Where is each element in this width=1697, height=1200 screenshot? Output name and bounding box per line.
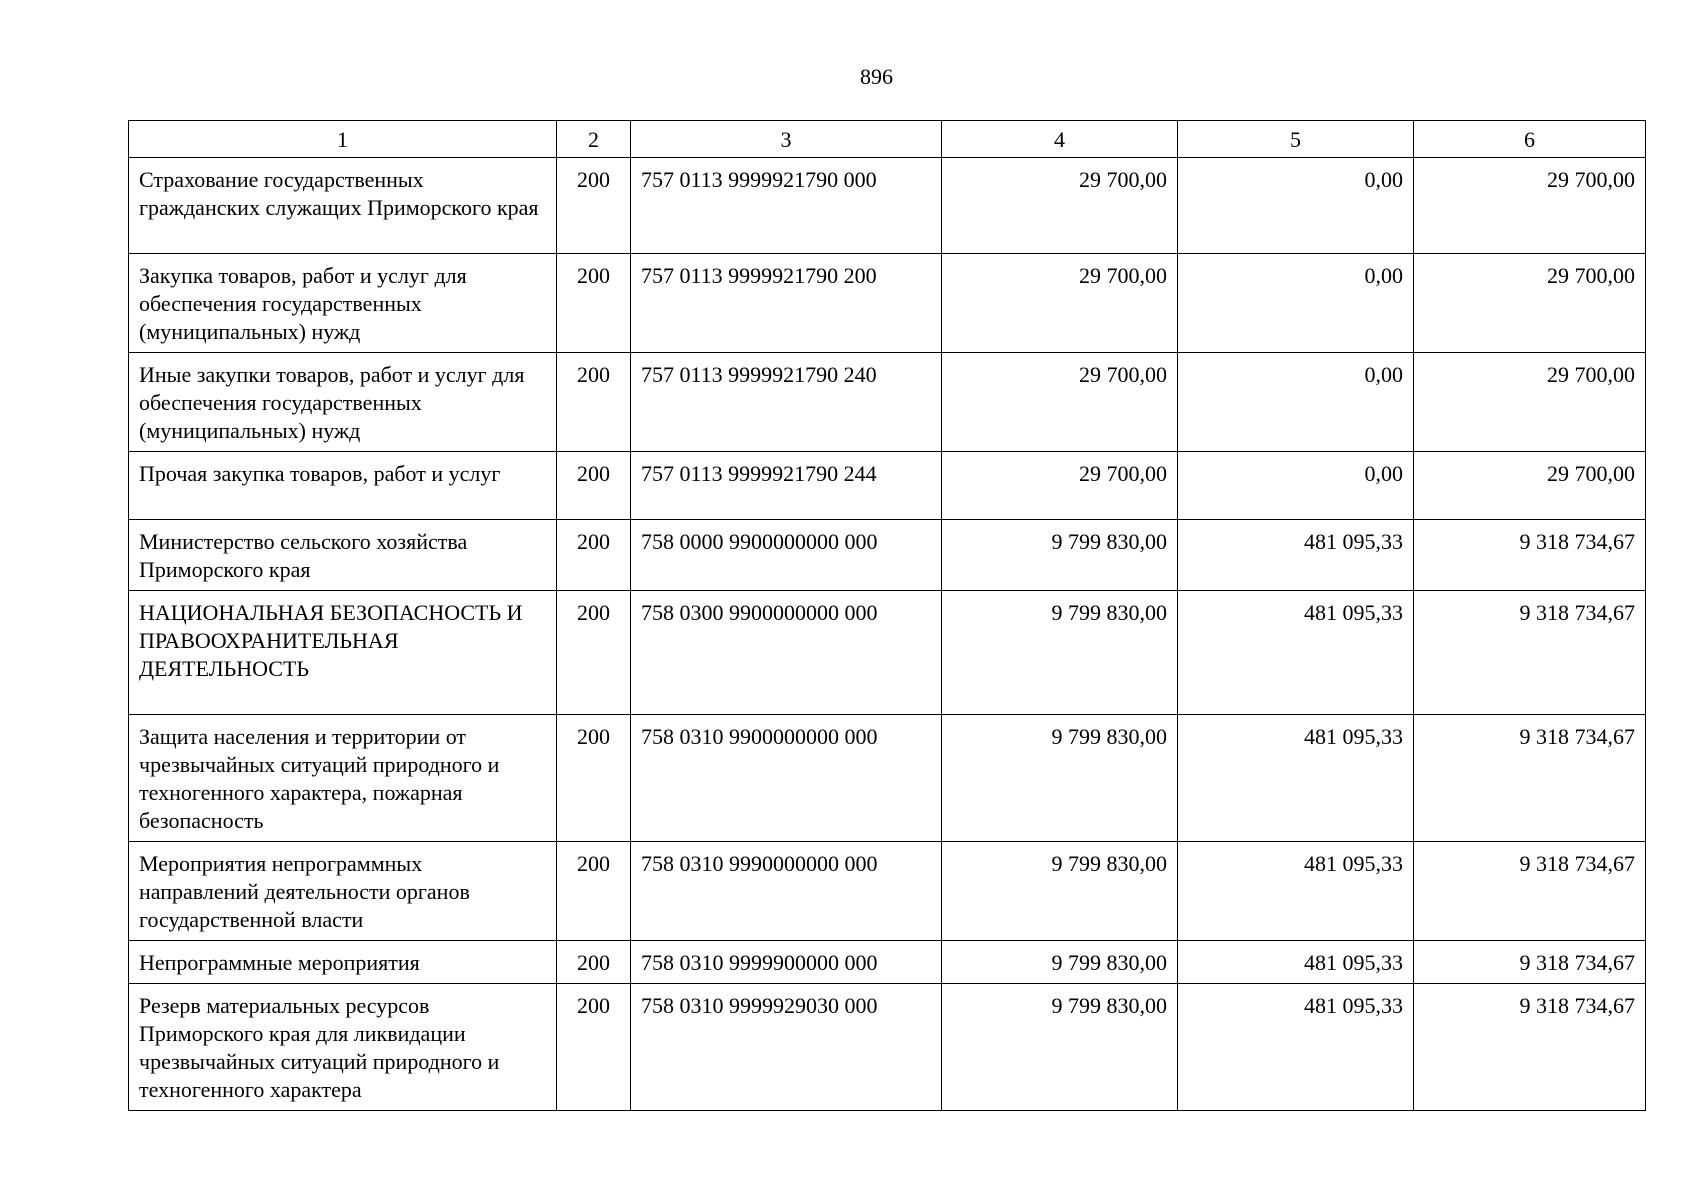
row-value-col4: 29 700,00 (942, 452, 1178, 520)
row-budget-code: 757 0113 9999921790 200 (631, 254, 942, 353)
row-admin-code: 200 (557, 452, 631, 520)
table-row (129, 452, 1646, 520)
table-row (129, 254, 1646, 353)
column-header: 5 (1178, 121, 1414, 158)
row-value-col5: 481 095,33 (1178, 842, 1414, 941)
row-value-col6: 29 700,00 (1414, 254, 1646, 353)
table-row (129, 984, 1646, 1111)
row-value-col4: 9 799 830,00 (942, 842, 1178, 941)
row-admin-code: 200 (557, 158, 631, 254)
column-header: 4 (942, 121, 1178, 158)
row-value-col6: 9 318 734,67 (1414, 941, 1646, 984)
budget-table (128, 120, 1646, 1111)
row-admin-code: 200 (557, 941, 631, 984)
row-budget-code: 758 0310 9900000000 000 (631, 715, 942, 842)
row-value-col4: 29 700,00 (942, 254, 1178, 353)
table-row (129, 941, 1646, 984)
row-value-col6: 9 318 734,67 (1414, 520, 1646, 591)
row-name: Защита населения и территории от чрезвычайных ситуаций природного и техногенного характера, пожарная безопасность (129, 715, 557, 842)
row-value-col6: 29 700,00 (1414, 158, 1646, 254)
row-value-col4: 9 799 830,00 (942, 715, 1178, 842)
row-value-col5: 481 095,33 (1178, 941, 1414, 984)
row-name: НАЦИОНАЛЬНАЯ БЕЗОПАСНОСТЬ И ПРАВООХРАНИТЕЛЬНАЯ ДЕЯТЕЛЬНОСТЬ (129, 591, 557, 715)
row-name: Прочая закупка товаров, работ и услуг (129, 452, 557, 520)
row-value-col5: 0,00 (1178, 353, 1414, 452)
row-value-col6: 9 318 734,67 (1414, 591, 1646, 715)
row-value-col6: 29 700,00 (1414, 353, 1646, 452)
table-header-row (129, 121, 1646, 158)
row-budget-code: 758 0300 9900000000 000 (631, 591, 942, 715)
row-admin-code: 200 (557, 591, 631, 715)
row-name: Страхование государственных гражданских служащих Приморского края (129, 158, 557, 254)
row-value-col5: 0,00 (1178, 158, 1414, 254)
row-budget-code: 758 0000 9900000000 000 (631, 520, 942, 591)
row-value-col5: 481 095,33 (1178, 591, 1414, 715)
table-row (129, 715, 1646, 842)
row-name: Мероприятия непрограммных направлений деятельности органов государственной власти (129, 842, 557, 941)
row-name: Иные закупки товаров, работ и услуг для обеспечения государственных (муниципальных) нужд (129, 353, 557, 452)
row-value-col6: 9 318 734,67 (1414, 715, 1646, 842)
table-row (129, 842, 1646, 941)
row-value-col6: 29 700,00 (1414, 452, 1646, 520)
column-header: 6 (1414, 121, 1646, 158)
row-admin-code: 200 (557, 715, 631, 842)
row-budget-code: 757 0113 9999921790 240 (631, 353, 942, 452)
row-name: Министерство сельского хозяйства Приморского края (129, 520, 557, 591)
row-budget-code: 757 0113 9999921790 244 (631, 452, 942, 520)
table-row (129, 158, 1646, 254)
row-name: Резерв материальных ресурсов Приморского края для ликвидации чрезвычайных ситуаций природного и техногенного характера (129, 984, 557, 1111)
table-row (129, 353, 1646, 452)
row-value-col4: 9 799 830,00 (942, 984, 1178, 1111)
row-value-col4: 9 799 830,00 (942, 591, 1178, 715)
row-value-col5: 0,00 (1178, 254, 1414, 353)
row-budget-code: 758 0310 9999929030 000 (631, 984, 942, 1111)
row-value-col4: 29 700,00 (942, 158, 1178, 254)
row-admin-code: 200 (557, 254, 631, 353)
page-number: 896 (860, 64, 893, 89)
column-header: 1 (129, 121, 557, 158)
row-value-col6: 9 318 734,67 (1414, 842, 1646, 941)
row-admin-code: 200 (557, 842, 631, 941)
row-budget-code: 758 0310 9990000000 000 (631, 842, 942, 941)
row-value-col5: 481 095,33 (1178, 715, 1414, 842)
column-header: 2 (557, 121, 631, 158)
row-value-col4: 29 700,00 (942, 353, 1178, 452)
table-row (129, 591, 1646, 715)
row-admin-code: 200 (557, 353, 631, 452)
row-value-col4: 9 799 830,00 (942, 520, 1178, 591)
row-value-col6: 9 318 734,67 (1414, 984, 1646, 1111)
row-budget-code: 758 0310 9999900000 000 (631, 941, 942, 984)
row-admin-code: 200 (557, 520, 631, 591)
column-header: 3 (631, 121, 942, 158)
row-value-col4: 9 799 830,00 (942, 941, 1178, 984)
row-value-col5: 0,00 (1178, 452, 1414, 520)
row-admin-code: 200 (557, 984, 631, 1111)
table-row (129, 520, 1646, 591)
row-value-col5: 481 095,33 (1178, 520, 1414, 591)
row-budget-code: 757 0113 9999921790 000 (631, 158, 942, 254)
row-name: Непрограммные мероприятия (129, 941, 557, 984)
row-value-col5: 481 095,33 (1178, 984, 1414, 1111)
row-name: Закупка товаров, работ и услуг для обеспечения государственных (муниципальных) нужд (129, 254, 557, 353)
